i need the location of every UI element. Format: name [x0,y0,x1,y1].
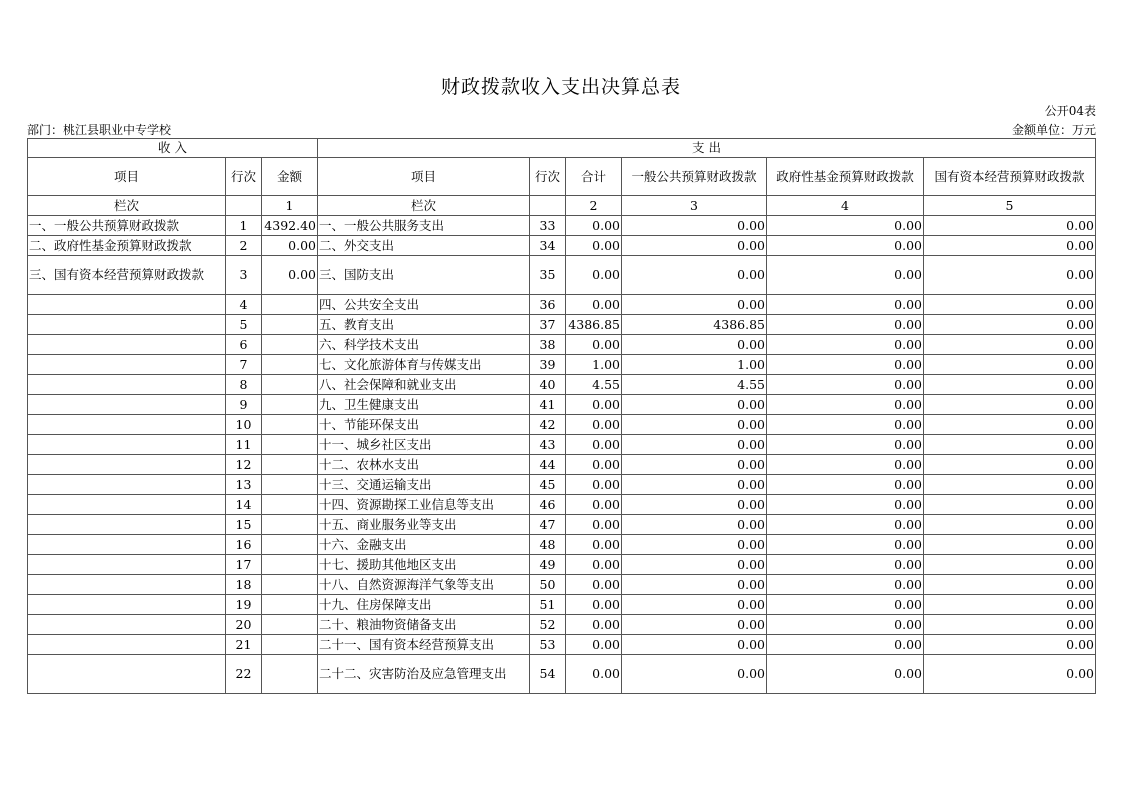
table-row [28,375,1096,395]
income-amount-cell [262,435,318,455]
income-row-no-cell: 5 [226,315,262,335]
table-row [28,575,1096,595]
expense-item-cell: 十八、自然资源海洋气象等支出 [318,575,530,595]
table-row [28,395,1096,415]
general-budget-amount-cell: 0.00 [622,256,767,295]
income-row-no-cell: 17 [226,555,262,575]
table-row [28,355,1096,375]
general-budget-amount-cell: 0.00 [622,395,767,415]
income-row-no-cell: 13 [226,475,262,495]
state-capital-amount-cell: 0.00 [924,375,1096,395]
income-item-cell [28,415,226,435]
income-item-cell [28,315,226,335]
income-amount-cell [262,655,318,694]
general-budget-amount-cell: 0.00 [622,475,767,495]
general-budget-amount-cell: 4.55 [622,375,767,395]
general-budget-amount-cell: 0.00 [622,515,767,535]
gov-fund-amount-cell: 0.00 [767,535,924,555]
income-row-no-cell: 20 [226,615,262,635]
income-amount-cell [262,295,318,315]
total-amount-cell: 0.00 [566,615,622,635]
table-row [28,335,1096,355]
expense-item-cell: 十三、交通运输支出 [318,475,530,495]
report-title: 财政拨款收入支出决算总表 [440,76,681,98]
income-amount-cell: 0.00 [262,236,318,256]
income-item-cell [28,555,226,575]
expense-row-no-cell: 36 [530,295,566,315]
income-row-no-cell: 19 [226,595,262,615]
column-header-row [28,158,1096,196]
table-row [28,475,1096,495]
state-capital-amount-cell: 0.00 [924,256,1096,295]
income-row-no-cell: 11 [226,435,262,455]
expense-row-no-cell: 40 [530,375,566,395]
expense-row-no-cell: 45 [530,475,566,495]
income-row-no-cell: 6 [226,335,262,355]
income-row-no-cell: 4 [226,295,262,315]
state-capital-amount-cell: 0.00 [924,595,1096,615]
income-amount-header: 金额 [262,158,318,196]
table-row [28,655,1096,694]
income-item-cell [28,515,226,535]
general-budget-amount-cell: 0.00 [622,435,767,455]
state-capital-amount-cell: 0.00 [924,395,1096,415]
gov-fund-amount-cell: 0.00 [767,295,924,315]
table-row [28,615,1096,635]
state-capital-amount-cell: 0.00 [924,515,1096,535]
gov-fund-amount-cell: 0.00 [767,435,924,455]
gov-fund-amount-cell: 0.00 [767,575,924,595]
table-row [28,435,1096,455]
expense-row-no-cell: 54 [530,655,566,694]
income-amount-cell [262,595,318,615]
general-budget-amount-cell: 4386.85 [622,315,767,335]
income-item-cell: 三、国有资本经营预算财政拨款 [28,256,226,295]
expense-row-no-cell: 34 [530,236,566,256]
total-amount-cell: 0.00 [566,515,622,535]
total-amount-cell: 4.55 [566,375,622,395]
general-budget-amount-cell: 1.00 [622,355,767,375]
amount-unit-label: 金额单位：万元 [1011,123,1096,137]
income-amount-cell [262,335,318,355]
expense-row-no-cell: 39 [530,355,566,375]
expense-row-no-cell: 37 [530,315,566,335]
total-amount-cell: 0.00 [566,495,622,515]
state-capital-amount-cell: 0.00 [924,315,1096,335]
expense-item-cell: 十九、住房保障支出 [318,595,530,615]
gov-fund-amount-cell: 0.00 [767,375,924,395]
income-item-cell [28,655,226,694]
expense-row-no-cell: 33 [530,216,566,236]
income-item-cell [28,475,226,495]
gov-fund-amount-cell: 0.00 [767,555,924,575]
state-capital-amount-cell: 0.00 [924,535,1096,555]
state-capital-amount-cell: 0.00 [924,295,1096,315]
gov-fund-amount-cell: 0.00 [767,455,924,475]
expense-row-no-cell: 48 [530,535,566,555]
income-item-cell [28,335,226,355]
expense-item-cell: 十四、资源勘探工业信息等支出 [318,495,530,515]
income-row-no-cell: 1 [226,216,262,236]
total-amount-cell: 0.00 [566,595,622,615]
gov-fund-amount-cell: 0.00 [767,415,924,435]
gov-fund-amount-cell: 0.00 [767,315,924,335]
income-item-cell: 一、一般公共预算财政拨款 [28,216,226,236]
col-index-5: 5 [924,196,1096,216]
expense-row-no-cell: 46 [530,495,566,515]
table-row [28,415,1096,435]
expense-row-no-header: 行次 [530,158,566,196]
total-amount-cell: 0.00 [566,335,622,355]
gov-fund-amount-cell: 0.00 [767,655,924,694]
table-row [28,315,1096,335]
general-budget-header: 一般公共预算财政拨款 [622,158,767,196]
col-index-3: 3 [622,196,767,216]
state-capital-amount-cell: 0.00 [924,355,1096,375]
income-item-cell [28,535,226,555]
general-budget-amount-cell: 0.00 [622,655,767,694]
table-row [28,216,1096,236]
general-budget-amount-cell: 0.00 [622,216,767,236]
expense-row-no-cell: 44 [530,455,566,475]
gov-fund-amount-cell: 0.00 [767,595,924,615]
income-row-no-cell: 21 [226,635,262,655]
income-row-no-cell: 2 [226,236,262,256]
expense-item-cell: 二十二、灾害防治及应急管理支出 [318,655,530,694]
table-row [28,635,1096,655]
table-row [28,455,1096,475]
income-item-cell [28,435,226,455]
gov-fund-amount-cell: 0.00 [767,615,924,635]
income-amount-cell [262,495,318,515]
expense-item-cell: 八、社会保障和就业支出 [318,375,530,395]
table-row [28,595,1096,615]
column-index-row [28,196,1096,216]
expense-row-no-cell: 38 [530,335,566,355]
state-capital-amount-cell: 0.00 [924,455,1096,475]
general-budget-amount-cell: 0.00 [622,595,767,615]
income-section-header: 收 入 [28,139,318,158]
state-capital-amount-cell: 0.00 [924,655,1096,694]
general-budget-amount-cell: 0.00 [622,635,767,655]
total-amount-cell: 0.00 [566,295,622,315]
income-amount-cell [262,355,318,375]
expense-row-no-cell: 51 [530,595,566,615]
income-amount-cell [262,635,318,655]
total-amount-cell: 0.00 [566,236,622,256]
income-amount-cell [262,415,318,435]
table-row [28,295,1096,315]
total-amount-cell: 0.00 [566,655,622,694]
table-row [28,236,1096,256]
table-row [28,495,1096,515]
income-item-cell [28,295,226,315]
expense-row-no-cell: 53 [530,635,566,655]
table-row [28,535,1096,555]
income-item-cell [28,375,226,395]
expense-row-no-cell: 42 [530,415,566,435]
total-amount-cell: 0.00 [566,216,622,236]
total-amount-cell: 0.00 [566,256,622,295]
total-amount-cell: 0.00 [566,535,622,555]
income-item-cell: 二、政府性基金预算财政拨款 [28,236,226,256]
income-item-cell [28,575,226,595]
general-budget-amount-cell: 0.00 [622,415,767,435]
expense-item-cell: 十六、金融支出 [318,535,530,555]
income-col-label: 栏次 [28,196,226,216]
expense-item-cell: 七、文化旅游体育与传媒支出 [318,355,530,375]
col-index-1: 1 [262,196,318,216]
income-item-cell [28,355,226,375]
income-item-cell [28,495,226,515]
state-capital-amount-cell: 0.00 [924,615,1096,635]
expense-item-cell: 五、教育支出 [318,315,530,335]
expense-item-cell: 十一、城乡社区支出 [318,435,530,455]
income-amount-cell [262,515,318,535]
department-label: 部门：桃江县职业中专学校 [27,123,172,137]
expense-row-no-cell: 50 [530,575,566,595]
income-row-no-cell: 8 [226,375,262,395]
income-amount-cell [262,475,318,495]
state-capital-amount-cell: 0.00 [924,555,1096,575]
general-budget-amount-cell: 0.00 [622,495,767,515]
total-amount-cell: 0.00 [566,635,622,655]
gov-fund-amount-cell: 0.00 [767,236,924,256]
expense-item-cell: 十七、援助其他地区支出 [318,555,530,575]
gov-fund-amount-cell: 0.00 [767,335,924,355]
gov-fund-amount-cell: 0.00 [767,216,924,236]
general-budget-amount-cell: 0.00 [622,236,767,256]
state-capital-amount-cell: 0.00 [924,575,1096,595]
income-amount-cell [262,315,318,335]
income-row-no-cell: 16 [226,535,262,555]
general-budget-amount-cell: 0.00 [622,535,767,555]
table-row [28,515,1096,535]
col-index-4: 4 [767,196,924,216]
table-row [28,256,1096,295]
income-item-cell [28,395,226,415]
section-header-row [28,139,1096,158]
income-row-no-cell: 12 [226,455,262,475]
income-amount-cell [262,615,318,635]
income-amount-cell [262,395,318,415]
total-amount-cell: 0.00 [566,575,622,595]
general-budget-amount-cell: 0.00 [622,335,767,355]
expense-item-cell: 三、国防支出 [318,256,530,295]
income-row-no-cell: 9 [226,395,262,415]
form-number: 公开04表 [1044,104,1096,118]
income-row-no-cell: 7 [226,355,262,375]
expense-item-cell: 九、卫生健康支出 [318,395,530,415]
state-capital-amount-cell: 0.00 [924,236,1096,256]
total-amount-cell: 0.00 [566,455,622,475]
income-amount-cell [262,455,318,475]
expense-row-no-cell: 52 [530,615,566,635]
expense-item-cell: 二十一、国有资本经营预算支出 [318,635,530,655]
expense-item-cell: 二、外交支出 [318,236,530,256]
income-item-cell [28,595,226,615]
income-amount-cell: 0.00 [262,256,318,295]
expense-section-header: 支 出 [318,139,1096,158]
income-row-no-cell: 18 [226,575,262,595]
general-budget-amount-cell: 0.00 [622,555,767,575]
total-header: 合计 [566,158,622,196]
total-amount-cell: 0.00 [566,435,622,455]
expense-row-no-cell: 43 [530,435,566,455]
gov-fund-amount-cell: 0.00 [767,495,924,515]
income-row-no-header: 行次 [226,158,262,196]
total-amount-cell: 0.00 [566,415,622,435]
gov-fund-amount-cell: 0.00 [767,475,924,495]
expense-row-no-cell: 49 [530,555,566,575]
income-item-cell [28,635,226,655]
income-row-no-cell: 15 [226,515,262,535]
gov-fund-amount-cell: 0.00 [767,635,924,655]
income-row-no-cell: 14 [226,495,262,515]
state-capital-amount-cell: 0.00 [924,415,1096,435]
income-amount-cell [262,555,318,575]
expense-item-cell: 十五、商业服务业等支出 [318,515,530,535]
gov-fund-amount-cell: 0.00 [767,256,924,295]
gov-fund-amount-cell: 0.00 [767,515,924,535]
income-row-no-cell: 10 [226,415,262,435]
expense-row-no-cell: 41 [530,395,566,415]
general-budget-amount-cell: 0.00 [622,455,767,475]
income-amount-cell: 4392.40 [262,216,318,236]
state-capital-amount-cell: 0.00 [924,435,1096,455]
expense-item-cell: 一、一般公共服务支出 [318,216,530,236]
col-index-2: 2 [566,196,622,216]
expense-item-cell: 六、科学技术支出 [318,335,530,355]
expense-item-header: 项目 [318,158,530,196]
expense-col-label: 栏次 [318,196,530,216]
budget-summary-table [27,138,1096,694]
income-item-cell [28,615,226,635]
state-capital-header: 国有资本经营预算财政拨款 [924,158,1096,196]
total-amount-cell: 4386.85 [566,315,622,335]
expense-row-no-cell: 47 [530,515,566,535]
state-capital-amount-cell: 0.00 [924,475,1096,495]
expense-item-cell: 十二、农林水支出 [318,455,530,475]
expense-item-cell: 十、节能环保支出 [318,415,530,435]
general-budget-amount-cell: 0.00 [622,615,767,635]
gov-fund-header: 政府性基金预算财政拨款 [767,158,924,196]
gov-fund-amount-cell: 0.00 [767,395,924,415]
general-budget-amount-cell: 0.00 [622,575,767,595]
income-item-cell [28,455,226,475]
total-amount-cell: 0.00 [566,395,622,415]
state-capital-amount-cell: 0.00 [924,216,1096,236]
expense-item-cell: 二十、粮油物资储备支出 [318,615,530,635]
general-budget-amount-cell: 0.00 [622,295,767,315]
total-amount-cell: 1.00 [566,355,622,375]
expense-row-no-cell: 35 [530,256,566,295]
state-capital-amount-cell: 0.00 [924,635,1096,655]
gov-fund-amount-cell: 0.00 [767,355,924,375]
income-row-no-cell: 3 [226,256,262,295]
state-capital-amount-cell: 0.00 [924,335,1096,355]
table-row [28,555,1096,575]
total-amount-cell: 0.00 [566,475,622,495]
income-amount-cell [262,575,318,595]
state-capital-amount-cell: 0.00 [924,495,1096,515]
expense-item-cell: 四、公共安全支出 [318,295,530,315]
income-amount-cell [262,375,318,395]
income-item-header: 项目 [28,158,226,196]
total-amount-cell: 0.00 [566,555,622,575]
income-amount-cell [262,535,318,555]
income-row-no-cell: 22 [226,655,262,694]
